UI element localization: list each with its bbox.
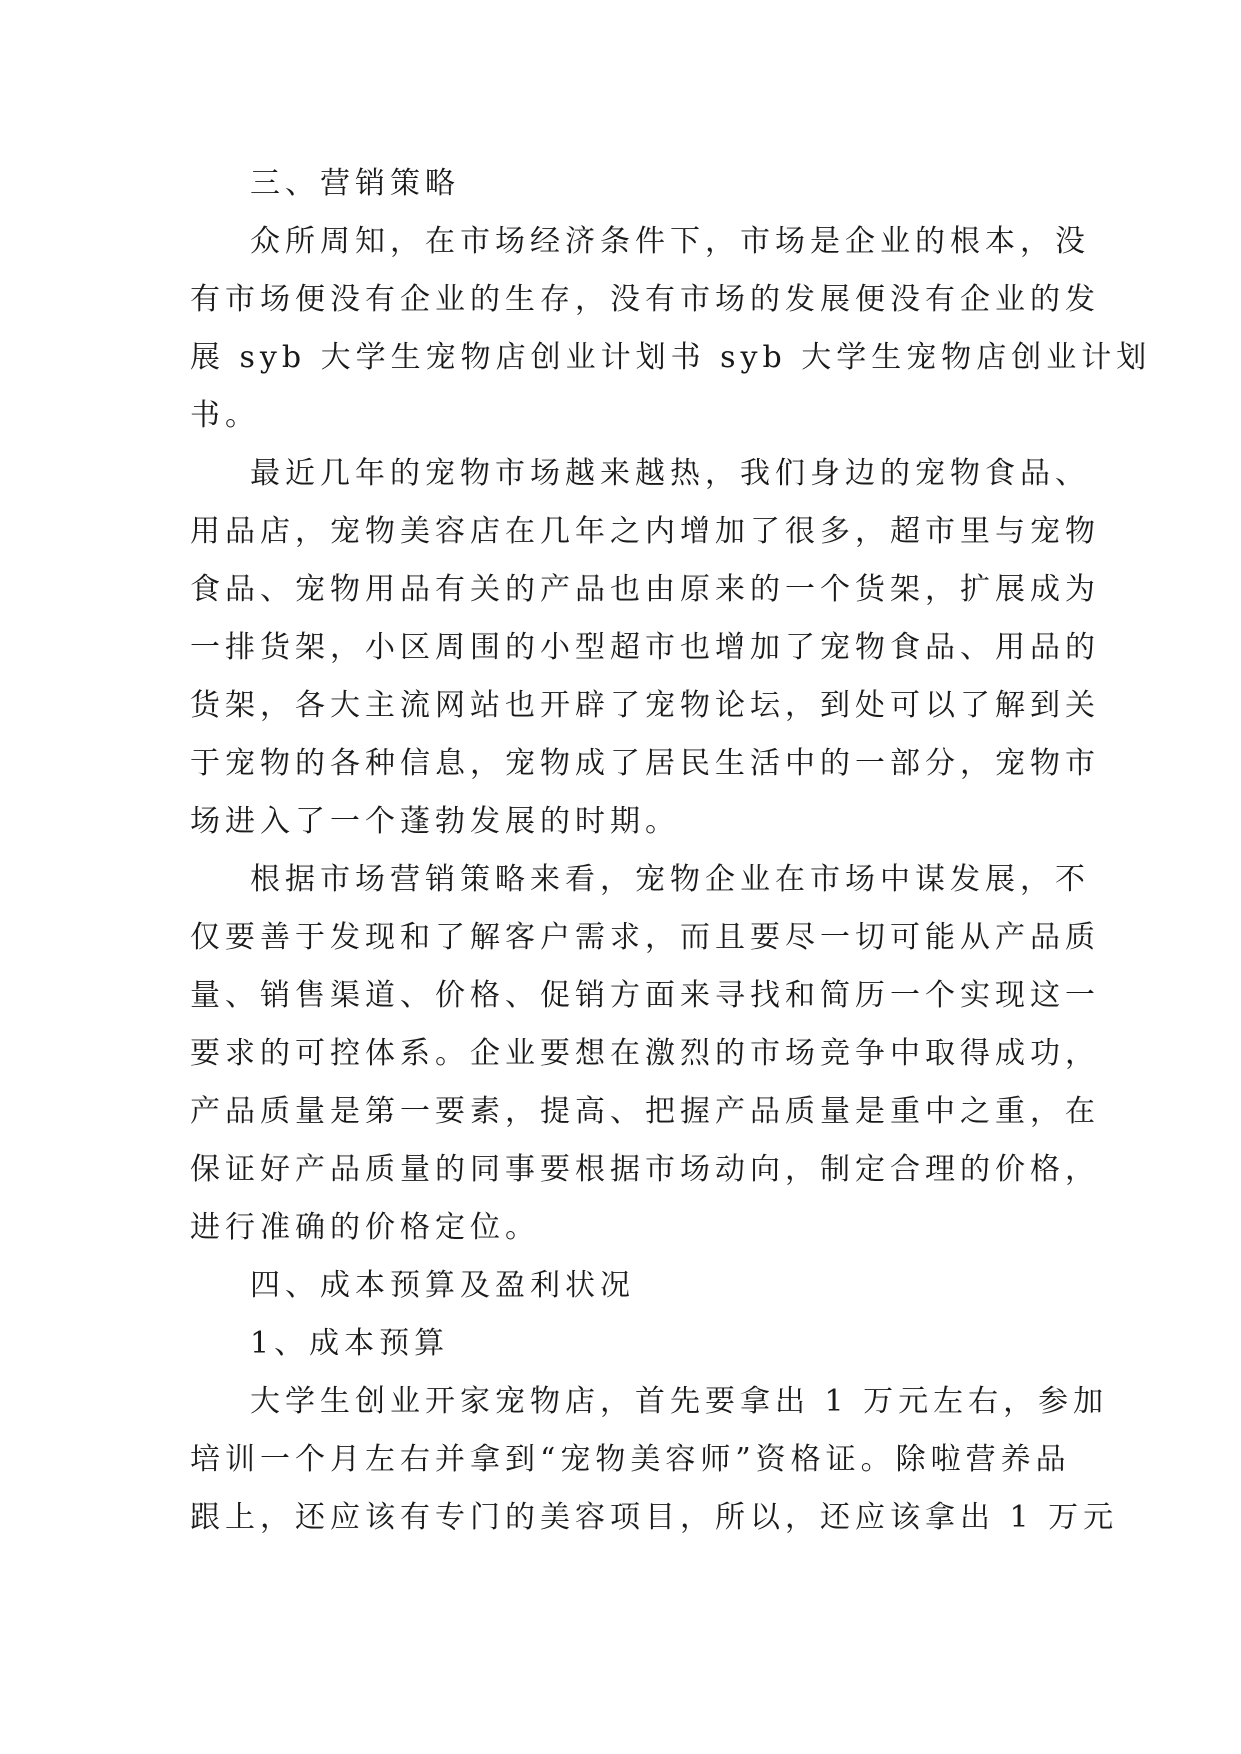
- paragraph-line: 培训一个月左右并拿到“宠物美容师”资格证。除啦营养品: [190, 1442, 1071, 1477]
- subsection-heading-cost-budget: 1、成本预算: [250, 1326, 450, 1361]
- paragraph-line: 于宠物的各种信息，宠物成了居民生活中的一部分，宠物市: [190, 746, 1100, 781]
- paragraph-line: 跟上，还应该有专门的美容项目，所以，还应该拿出 1 万元: [190, 1500, 1119, 1535]
- paragraph-line: 场进入了一个蓬勃发展的时期。: [190, 804, 680, 839]
- paragraph-line: 有市场便没有企业的生存，没有市场的发展便没有企业的发: [190, 282, 1100, 317]
- paragraph-line: 产品质量是第一要素，提高、把握产品质量是重中之重，在: [190, 1094, 1100, 1129]
- paragraph-line: 展 syb 大学生宠物店创业计划书 syb 大学生宠物店创业计划: [190, 340, 1152, 375]
- paragraph-line: 一排货架，小区周围的小型超市也增加了宠物食品、用品的: [190, 630, 1100, 665]
- paragraph-line: 最近几年的宠物市场越来越热，我们身边的宠物食品、: [250, 456, 1090, 491]
- paragraph-line: 食品、宠物用品有关的产品也由原来的一个货架，扩展成为: [190, 572, 1100, 607]
- paragraph-line: 量、销售渠道、价格、促销方面来寻找和简历一个实现这一: [190, 978, 1100, 1013]
- paragraph-line: 要求的可控体系。企业要想在激烈的市场竞争中取得成功，: [190, 1036, 1100, 1071]
- paragraph-line: 保证好产品质量的同事要根据市场动向，制定合理的价格，: [190, 1152, 1100, 1187]
- paragraph-line: 大学生创业开家宠物店，首先要拿出 1 万元左右，参加: [250, 1384, 1109, 1419]
- paragraph-line: 根据市场营销策略来看，宠物企业在市场中谋发展，不: [250, 862, 1090, 897]
- paragraph-line: 进行准确的价格定位。: [190, 1210, 540, 1245]
- paragraph-line: 仅要善于发现和了解客户需求，而且要尽一切可能从产品质: [190, 920, 1100, 955]
- paragraph-line: 众所周知，在市场经济条件下，市场是企业的根本，没: [250, 224, 1090, 259]
- section-heading-marketing: 三、营销策略: [250, 166, 460, 201]
- paragraph-line: 用品店，宠物美容店在几年之内增加了很多，超市里与宠物: [190, 514, 1100, 549]
- paragraph-line: 货架，各大主流网站也开辟了宠物论坛，到处可以了解到关: [190, 688, 1100, 723]
- section-heading-cost-profit: 四、成本预算及盈利状况: [250, 1268, 635, 1303]
- paragraph-line: 书。: [190, 398, 260, 433]
